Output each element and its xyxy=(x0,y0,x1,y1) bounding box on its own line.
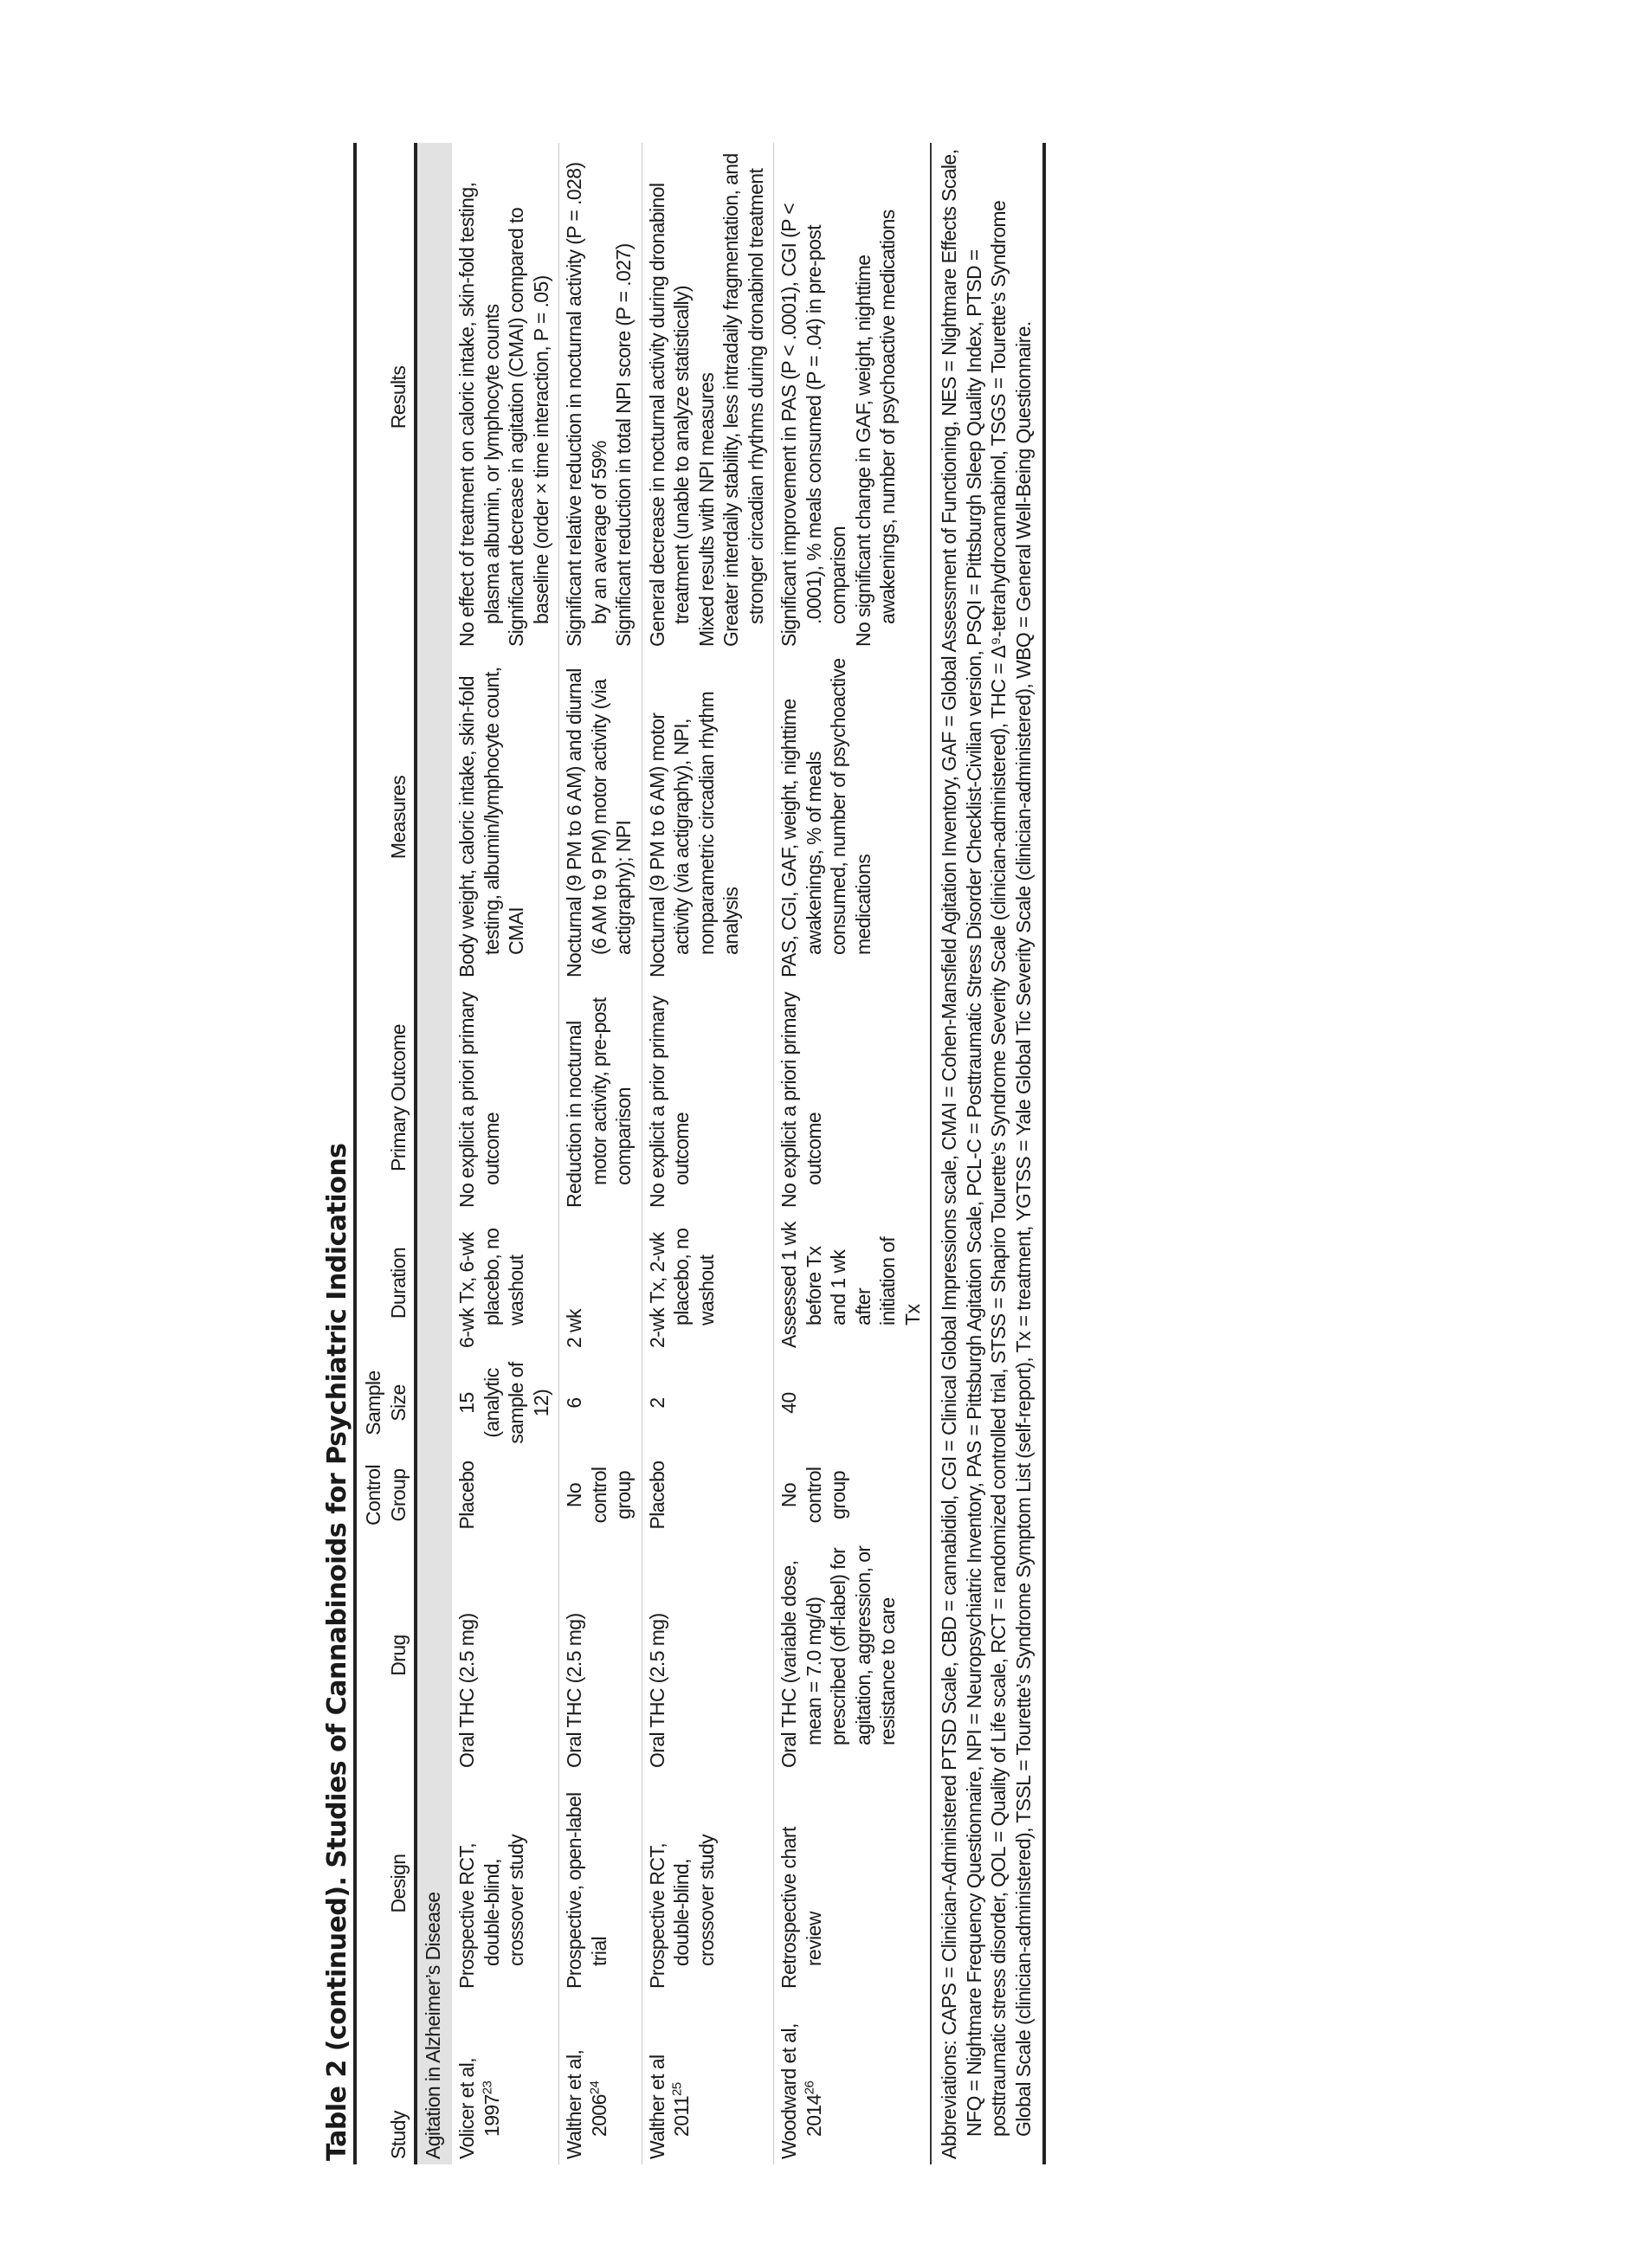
cell-text: 15 (analytic sample of 12) xyxy=(455,1362,552,1444)
header-row xyxy=(357,143,416,2164)
cell-text: Placebo xyxy=(645,1461,668,1530)
cell-control xyxy=(774,1453,932,1538)
cell-duration xyxy=(774,1213,932,1353)
abbreviations-note: Abbreviations: CAPS = Clinician-Administered PTSD Scale, CBD = cannabidiol, CGI = Clinical Global Impressions scale, CMAI = Cohen-Mansfield Agitation Inventory, GAF = Global Assessment of Functioning, NES = Nightmare Effects Scale, NFQ = Nightmare Frequency Questionnaire, NPI = Neuropsychiatric Inventory, PAS = Pittsburgh Agitation Scale, PCL-C = Posttraumatic Stress Disorder Checklist-Civilian version, PSQI = Pittsburgh Sleep Quality Index, PTSD = posttraumatic stress disorder, QOL = Quality of Life scale, RCT = randomized controlled trial, STSS = Shapiro Tourette’s Syndrome Severity Scale (clinician-administered), THC = Δ⁹-tetrahydrocannabinol, TSGS = Tourette’s Syndrome Global Scale (clinician-administered), TSSL = Tourette’s Syndrome Symptom List (self-report), Tx = treatment, YGTSS = Yale Global Tic Severity Scale (clinician-administered), WBQ = General Well-Being Questionnaire. xyxy=(938,149,1035,2159)
header-sample-size: Sample Size xyxy=(357,1353,416,1453)
cell-text: Prospective, open-label trial xyxy=(563,1792,610,1989)
cell-text: 6-wk Tx, 6-wk placebo, no washout xyxy=(455,1228,527,1348)
cell-results xyxy=(452,143,559,652)
cell-design xyxy=(774,1773,932,1994)
cell-primary-outcome xyxy=(642,983,774,1213)
result-item: Significant reduction in total NPI score (P = .027) xyxy=(612,243,635,647)
cell-design xyxy=(452,1773,559,1994)
cell-study xyxy=(559,1994,642,2164)
section-label: Agitation in Alzheimer’s Disease xyxy=(416,143,452,2164)
cell-primary-outcome xyxy=(452,983,559,1213)
cell-design xyxy=(642,1773,774,1994)
cell-text: Oral THC (variable dose, mean = 7.0 mg/d) prescribed (off-label) for agitation, aggression, or resistance to care xyxy=(778,1545,899,1768)
study-name: Volicer et al, 1997 xyxy=(455,2058,503,2159)
result-item: No significant change in GAF, weight, nighttime awakenings, number of psychoactive medications xyxy=(851,210,899,647)
cell-primary-outcome xyxy=(559,983,642,1213)
study-name: Walther et al 2011 xyxy=(645,2054,693,2159)
cell-sample xyxy=(559,1353,642,1453)
table-row xyxy=(642,143,774,2164)
cell-duration xyxy=(452,1213,559,1353)
table-title: Table 2 (continued). Studies of Cannabinoids for Psychiatric Indications xyxy=(322,143,357,2164)
cell-text: No control group xyxy=(778,1467,849,1524)
cell-text: Assessed 1 wk before Tx and 1 wk after initiation of Tx xyxy=(778,1222,924,1348)
cell-drug xyxy=(559,1538,642,1773)
cell-results xyxy=(559,143,642,652)
cell-text: No explicit a priori primary outcome xyxy=(778,991,825,1208)
cell-control xyxy=(642,1453,774,1538)
cell-text: 2 wk xyxy=(563,1309,585,1348)
reference-number: 24 xyxy=(586,2080,602,2095)
cell-text: 6 xyxy=(563,1397,585,1409)
result-item: Significant decrease in agitation (CMAI) compared to baseline (order × time interaction, P = .05) xyxy=(505,207,552,647)
table-row xyxy=(452,143,559,2164)
cell-measures xyxy=(642,652,774,983)
cell-text: Prospective RCT, double-blind, crossover study xyxy=(455,1834,527,1989)
header-results: Results xyxy=(357,143,416,652)
cell-control xyxy=(559,1453,642,1538)
table-row xyxy=(774,143,932,2164)
result-item: General decrease in nocturnal activity during dronabinol treatment (unable to analyze statistically) xyxy=(645,183,693,647)
cell-text: Nocturnal (9 PM to 6 AM) and diurnal (6 AM to 9 PM) motor activity (via actigraphy); NPI xyxy=(563,668,635,977)
cell-measures xyxy=(452,652,559,983)
cell-drug xyxy=(642,1538,774,1773)
study-name: Woodward et al, 2014 xyxy=(778,2023,825,2159)
cell-measures xyxy=(559,652,642,983)
header-study: Study xyxy=(357,1994,416,2164)
cell-sample xyxy=(642,1353,774,1453)
rotated-table-page xyxy=(322,143,1339,2164)
result-item: Mixed results with NPI measures xyxy=(694,372,718,647)
cell-primary-outcome xyxy=(774,983,932,1213)
cell-results xyxy=(642,143,774,652)
cell-text: Retrospective chart review xyxy=(778,1827,825,1989)
cell-control xyxy=(452,1453,559,1538)
cell-text: No explicit a priori primary outcome xyxy=(455,991,503,1208)
cell-results xyxy=(774,143,932,652)
reference-number: 26 xyxy=(801,2080,816,2095)
cell-sample xyxy=(774,1353,932,1453)
cell-text: 40 xyxy=(778,1392,800,1414)
cell-text: Oral THC (2.5 mg) xyxy=(455,1613,478,1768)
cell-drug xyxy=(452,1538,559,1773)
header-measures: Measures xyxy=(357,652,416,983)
cell-text: 2-wk Tx, 2-wk placebo, no washout xyxy=(645,1228,718,1348)
header-control-group: Control Group xyxy=(357,1453,416,1538)
header-design: Design xyxy=(357,1773,416,1994)
cell-duration xyxy=(642,1213,774,1353)
section-row xyxy=(416,143,452,2164)
cell-text: Oral THC (2.5 mg) xyxy=(563,1613,585,1768)
cell-text: Oral THC (2.5 mg) xyxy=(645,1613,668,1768)
cell-text: No control group xyxy=(563,1467,635,1524)
cell-text: Body weight, caloric intake, skin-fold testing, albumin/lymphocyte count, CMAI xyxy=(455,667,527,977)
header-primary-outcome: Primary Outcome xyxy=(357,983,416,1213)
cell-text: PAS, CGI, GAF, weight, nighttime awakenings, % of meals consumed, number of psychoactive medications xyxy=(778,658,874,977)
cell-text: Placebo xyxy=(455,1461,478,1530)
result-item: Significant relative reduction in nocturnal activity (P = .028) by an average of 59% xyxy=(563,162,610,647)
abbreviations-row xyxy=(931,143,1044,2164)
cell-duration xyxy=(559,1213,642,1353)
cell-text: Nocturnal (9 PM to 6 AM) motor activity (via actigraphy), NPI, nonparametric circadian rhythm analysis xyxy=(645,691,742,977)
result-item: Greater interdaily stability, less intradaily fragmentation, and stronger circadian rhythms during dronabinol treatment xyxy=(720,153,767,647)
cell-drug xyxy=(774,1538,932,1773)
cell-text: 2 xyxy=(645,1397,668,1409)
cell-text: Prospective RCT, double-blind, crossover study xyxy=(645,1834,718,1989)
result-item: Significant improvement in PAS (P < .0001), CGI (P < .0001), % meals consumed (P = .04) in pre-post comparison xyxy=(778,203,849,647)
cell-study xyxy=(452,1994,559,2164)
cell-design xyxy=(559,1773,642,1994)
reference-number: 23 xyxy=(479,2080,494,2095)
studies-table xyxy=(357,143,1046,2164)
header-drug: Drug xyxy=(357,1538,416,1773)
cell-text: Reduction in nocturnal motor activity, pre-post comparison xyxy=(563,997,635,1208)
cell-sample xyxy=(452,1353,559,1453)
cell-study xyxy=(642,1994,774,2164)
cell-text: No explicit a prior primary outcome xyxy=(645,996,693,1208)
study-name: Walther et al, 2006 xyxy=(563,2049,610,2159)
reference-number: 25 xyxy=(669,2082,685,2096)
result-item: No effect of treatment on caloric intake, skin-fold testing, plasma albumin, or lymphocyte counts xyxy=(455,182,503,647)
cell-study xyxy=(774,1994,932,2164)
cell-measures xyxy=(774,652,932,983)
header-duration: Duration xyxy=(357,1213,416,1353)
table-row xyxy=(559,143,642,2164)
